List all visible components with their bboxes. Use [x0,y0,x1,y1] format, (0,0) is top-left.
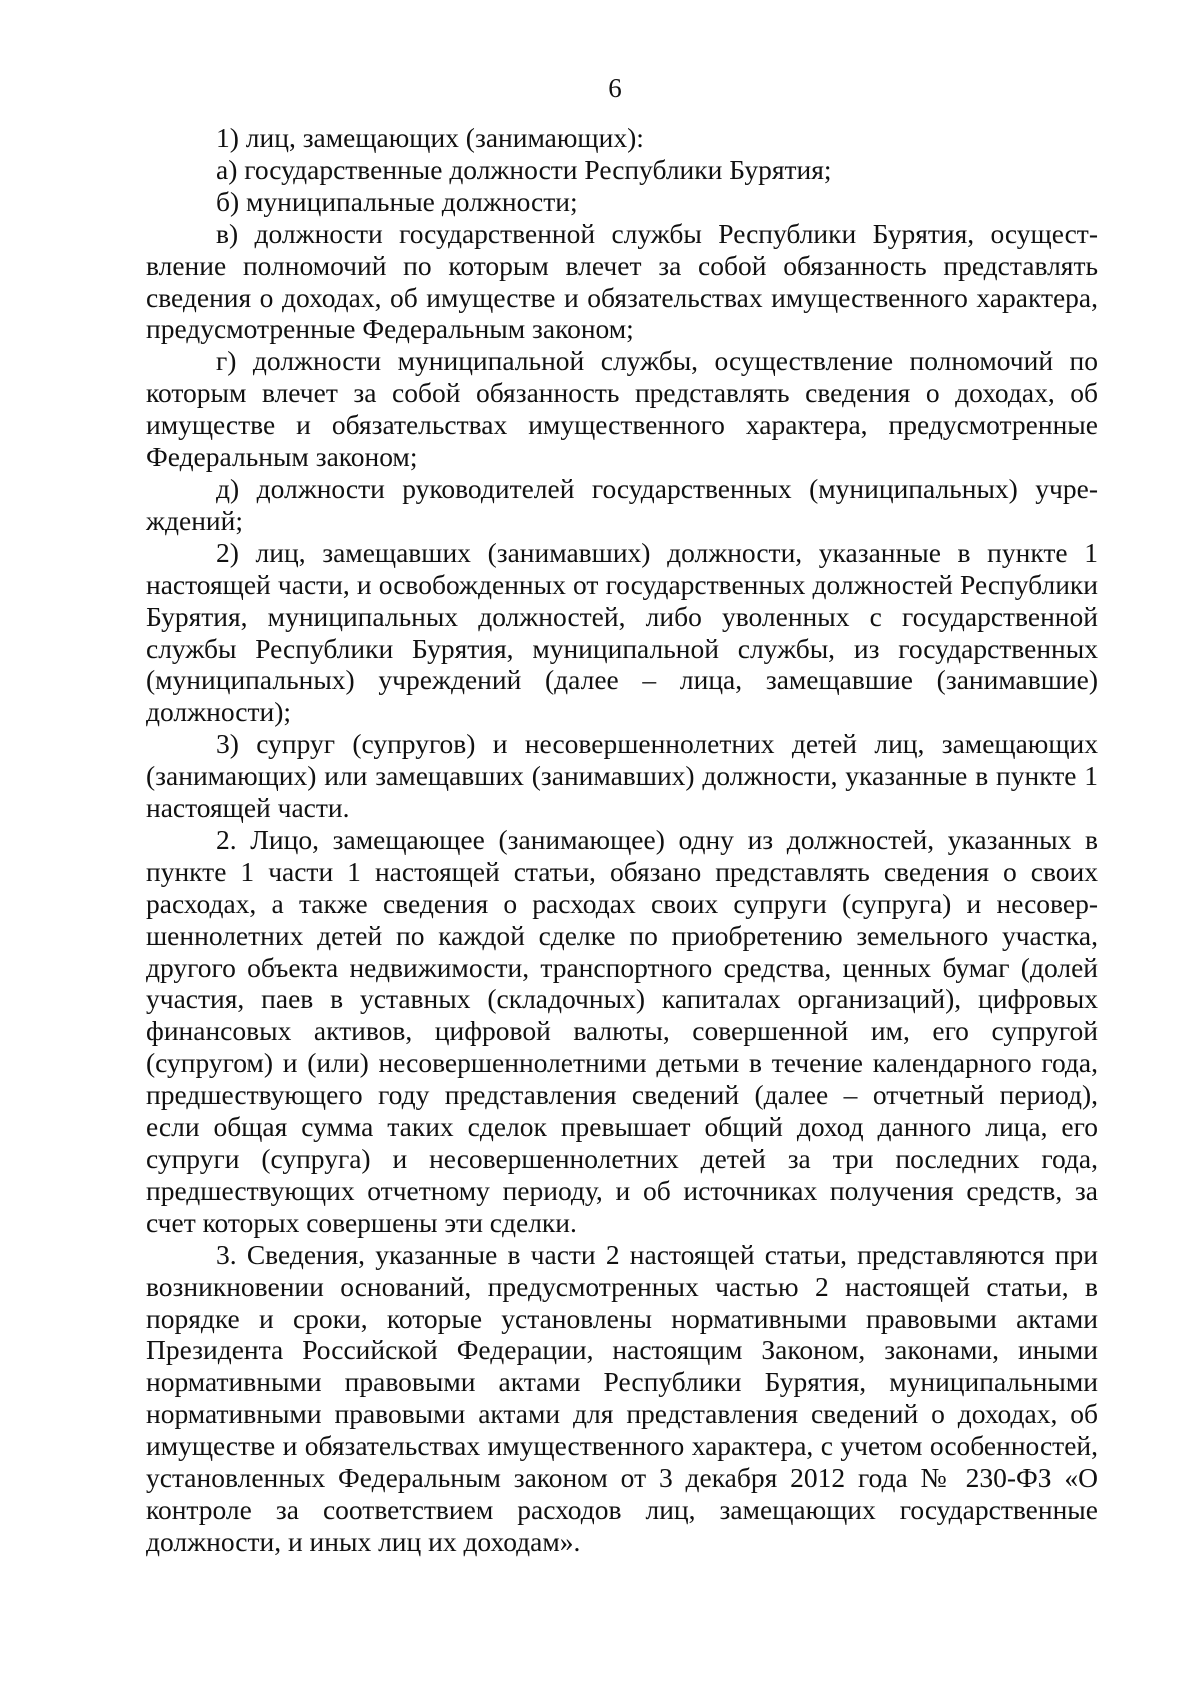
document-body [146,122,1098,1558]
list-item-1v: в) должности государственной службы Республики Бурятия, осуществление полномочий по которым влечет за собой обязанность представлять сведения о доходах, об имуществе и обязательствах имущественного характера, предусмотренные Федеральным законом; [146,217,1098,345]
list-item-1d: д) должности руководителей государственных (муниципальных) учреждений; [146,472,1098,536]
list-item-1a: а) государственные должности Республики Бурятия; [216,153,832,185]
list-item-1b: б) муниципальные должности; [216,185,578,217]
page-number: 6 [608,73,622,103]
list-item-1: 1) лиц, замещающих (занимающих): [216,122,644,153]
clause-3: 3. Сведения, указанные в части 2 настоящей статьи, представляются при возникновении оснований, предусмотренных частью 2 настоящей статьи, в порядке и сроки, которые установлены нормативными правовыми актами Президента Российской Федерации, настоящим Законом, законами, иными нормативными правовыми актами Республики Бурятия, муниципальными нормативными правовыми актами для представления сведений о доходах, об имуществе и обязательствах имущественного характера, с учетом особенностей, установленных Федеральным законом от 3 декабря 2012 года № 230-ФЗ «О контроле за соответствием расходов лиц, замещающих государственные должности, и иных лиц их доходам». [146,1238,1098,1557]
list-item-2: 2) лиц, замещавших (занимавших) должности, указанные в пункте 1 настоящей части, и освобожденных от государственных должностей Республики Бурятия, муниципальных должностей, либо уволенных с государственной службы Республики Бурятия, муниципальной службы, из государственных (муниципальных) учреждений (далее – лица, замещавшие (занимавшие) должности); [146,536,1098,728]
list-item-3: 3) супруг (супругов) и несовершеннолетних детей лиц, замещающих (занимающих) или замещавших (занимавших) должности, указанные в пункте 1 настоящей части. [146,728,1098,824]
list-item-1g: г) должности муниципальной службы, осуществление полномочий по которым влечет за собой обязанность представлять сведения о доходах, об имуществе и обязательствах имущественного характера, предусмотренные Федеральным законом; [146,345,1098,473]
clause-2: 2. Лицо, замещающее (занимающее) одну из должностей, указанных в пункте 1 части 1 настоящей статьи, обязано представлять сведения о своих расходах, а также сведения о расходах своих супруги (супруга) и несовершеннолетних детей по каждой сделке по приобретению земельного участка, другого объекта недвижимости, транспортного средства, ценных бумаг (долей участия, паев в уставных (складочных) капиталах организаций), цифровых финансовых активов, цифровой валюты, совершенной им, его супругой (супругом) и (или) несовершеннолетними детьми в течение календарного года, предшествующего году представления сведений (далее – отчетный период), если общая сумма таких сделок превышает общий доход данного лица, его супруги (супруга) и несовершеннолетних детей за три последних года, предшествующих отчетному периоду, и об источниках получения средств, за счет которых совершены эти сделки. [146,823,1098,1238]
